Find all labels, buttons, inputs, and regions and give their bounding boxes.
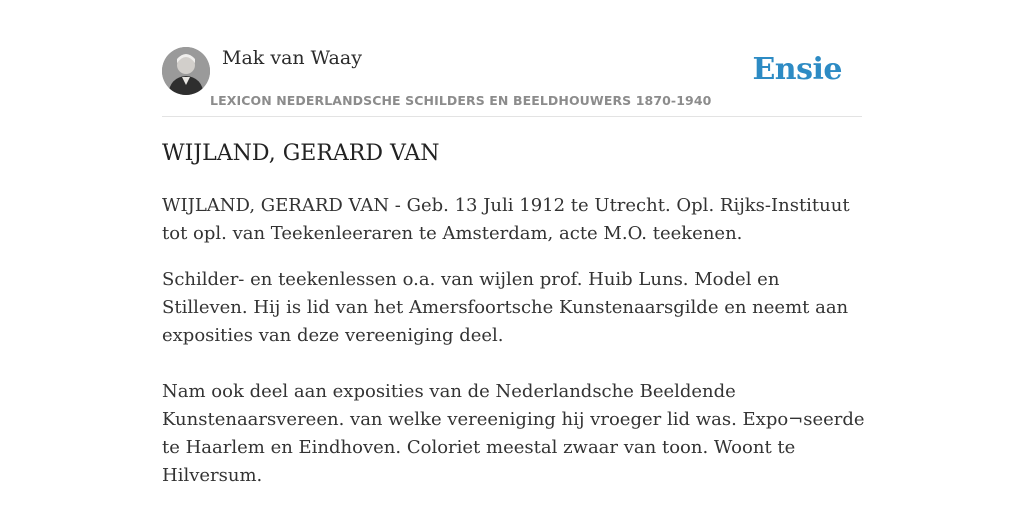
paragraph: Nam ook deel aan exposities van de Nederlandsche Beeldende Kunstenaarsvereen. van welke vereeniging hij vroeger lid was. Expo¬seerde te Haarlem en Eindhoven. Coloriet meestal zwaar van toon. Woont te Hilversum. (162, 381, 865, 486)
portrait-image (162, 47, 210, 95)
paragraph: Schilder- en teekenlessen o.a. van wijlen prof. Huib Luns. Model en Stilleven. Hij is lid van het Amersfoortsche Kunstenaarsgilde en neemt aan exposities van deze vereeniging deel. (162, 269, 849, 346)
paragraph: WIJLAND, GERARD VAN - Geb. 13 Juli 1912 te Utrecht. Opl. Rijks-Instituut tot opl. van Teekenleeraren te Amsterdam, acte M.O. teekenen. (162, 195, 850, 244)
paragraph-spacer (162, 350, 866, 378)
header (162, 46, 862, 117)
page-title: WIJLAND, GERARD VAN (162, 141, 440, 166)
source-title[interactable]: LEXICON NEDERLANDSCHE SCHILDERS EN BEELDHOUWERS 1870-1940 (210, 93, 712, 108)
ensie-logo[interactable]: Ensie (752, 52, 842, 87)
article-body (162, 192, 866, 508)
author-name[interactable]: Mak van Waay (222, 47, 362, 69)
author-avatar[interactable] (162, 47, 210, 95)
